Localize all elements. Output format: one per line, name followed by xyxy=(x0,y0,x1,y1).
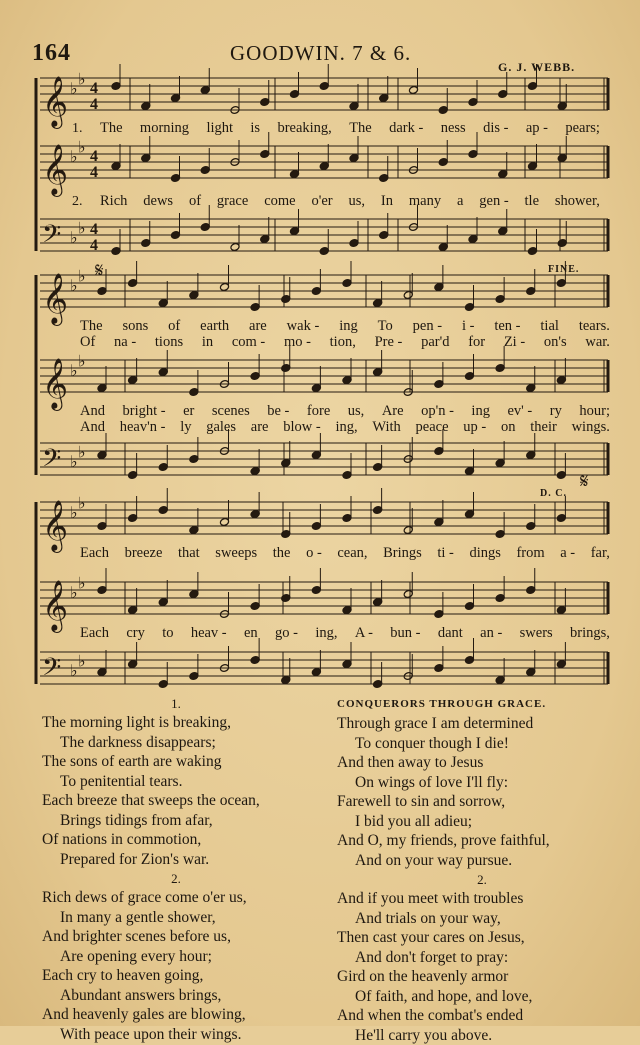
lyric-syllable: dews xyxy=(143,193,173,210)
lyric-syllable: grace xyxy=(217,193,248,210)
time-signature: 4 xyxy=(90,148,98,165)
composer-credit: G. J. WEBB. xyxy=(498,60,575,75)
lyric-syllable: op'n - xyxy=(421,403,454,420)
lyric-syllable: ry xyxy=(550,403,562,420)
verse-1 xyxy=(337,714,627,870)
lyric-syllable: cean, xyxy=(337,545,367,562)
fine-marking: FINE. xyxy=(548,264,579,275)
lyric-syllable: A - xyxy=(355,625,373,642)
lyric-syllable: an - xyxy=(480,625,502,642)
verse-line: To penitential tears. xyxy=(42,772,310,792)
lyric-syllable: blow - xyxy=(283,419,320,436)
verse-line: And when the combat's ended xyxy=(337,1006,627,1026)
lyric-syllable: gales xyxy=(206,419,236,436)
lyric-syllable: morning xyxy=(140,120,189,137)
verse-line: Through grace I am determined xyxy=(337,714,627,734)
verse-1 xyxy=(42,713,310,869)
lyric-syllable: of xyxy=(189,193,201,210)
lyric-syllable: ti - xyxy=(437,545,454,562)
flat-sign: ♭ xyxy=(70,452,78,471)
lyric-syllable: peace xyxy=(416,419,449,436)
lyric-syllable: And xyxy=(80,419,105,436)
lyric-line xyxy=(80,545,610,562)
lyric-syllable: dark - xyxy=(389,120,423,137)
flat-sign: ♭ xyxy=(70,361,78,380)
verses-conquerors xyxy=(337,694,627,1045)
lyric-syllable: scenes xyxy=(212,403,250,420)
lyric-syllable: a - xyxy=(560,545,575,562)
verse-line: The morning light is breaking, xyxy=(42,713,310,733)
bass-clef: 𝄢 xyxy=(42,653,61,688)
verse-line: To conquer though I die! xyxy=(337,734,627,754)
lyric-syllable: ing xyxy=(339,318,358,335)
lyric-syllable: breeze xyxy=(125,545,163,562)
lyric-syllable: dant xyxy=(438,625,463,642)
lyric-syllable: ap - xyxy=(526,120,548,137)
flat-sign: ♭ xyxy=(78,442,86,461)
lyric-line xyxy=(100,120,600,137)
lyric-syllable: Pre - xyxy=(375,334,403,351)
verse-1-number: 1. xyxy=(42,694,310,713)
lyric-syllable: ev' - xyxy=(507,403,532,420)
lyric-syllable: light xyxy=(206,120,233,137)
flat-sign: ♭ xyxy=(78,573,86,592)
lyric-syllable: swers xyxy=(520,625,553,642)
lyric-syllable: are xyxy=(251,419,269,436)
lyric-syllable: to xyxy=(162,625,173,642)
lyric-syllable: The xyxy=(349,120,372,137)
lyric-syllable: dings xyxy=(469,545,500,562)
verse-line: I bid you all adieu; xyxy=(337,812,627,832)
verse-line: The sons of earth are waking xyxy=(42,752,310,772)
lyric-syllable: tion, xyxy=(330,334,356,351)
lyric-syllable: o - xyxy=(306,545,322,562)
segno-sign: 𝄋 xyxy=(580,469,589,493)
verse-number: 2. xyxy=(72,194,83,210)
verse-line: Each cry to heaven going, xyxy=(42,966,310,986)
lyric-line xyxy=(80,625,610,642)
lyric-syllable: earth xyxy=(200,318,229,335)
segno-sign: 𝄋 xyxy=(95,258,104,282)
lyric-syllable: Zi - xyxy=(504,334,525,351)
verse-line: With peace upon their wings. xyxy=(42,1025,310,1045)
lyric-syllable: gen - xyxy=(479,193,508,210)
flat-sign: ♭ xyxy=(70,228,78,247)
lyric-line xyxy=(80,419,610,436)
lyric-syllable: The xyxy=(80,318,103,335)
lyric-syllable: many xyxy=(409,193,441,210)
time-signature: 4 xyxy=(90,96,98,113)
verse-line: Of nations in commotion, xyxy=(42,830,310,850)
flat-sign: ♭ xyxy=(78,266,86,285)
lyric-syllable: And xyxy=(80,403,105,420)
time-signature: 4 xyxy=(90,237,98,254)
flat-sign: ♭ xyxy=(78,651,86,670)
lyric-syllable: Each xyxy=(80,545,109,562)
verse-line: Farewell to sin and sorrow, xyxy=(337,792,627,812)
lyric-syllable: er xyxy=(183,403,194,420)
lyric-syllable: com - xyxy=(232,334,265,351)
verse-line: And then away to Jesus xyxy=(337,753,627,773)
flat-sign: ♭ xyxy=(70,661,78,680)
lyric-syllable: pen - xyxy=(413,318,442,335)
verse-line: And on your way pursue. xyxy=(337,851,627,871)
lyric-syllable: Brings xyxy=(383,545,422,562)
verse-line: Then cast your cares on Jesus, xyxy=(337,928,627,948)
flat-sign: ♭ xyxy=(70,583,78,602)
lyric-syllable: wak - xyxy=(287,318,320,335)
treble-clef: 𝄞 xyxy=(42,76,68,129)
lyric-syllable: of xyxy=(168,318,180,335)
bass-clef: 𝄢 xyxy=(42,220,61,255)
verse-2-number: 2. xyxy=(337,870,627,889)
lyric-syllable: na - xyxy=(114,334,136,351)
lyric-syllable: war. xyxy=(585,334,610,351)
verse-line: Rich dews of grace come o'er us, xyxy=(42,888,310,908)
verse-line: Brings tidings from afar, xyxy=(42,811,310,831)
lyric-syllable: fore xyxy=(307,403,330,420)
lyric-syllable: from xyxy=(516,545,544,562)
flat-sign: ♭ xyxy=(78,351,86,370)
lyric-syllable: come xyxy=(264,193,295,210)
verse-line: And O, my friends, prove faithful, xyxy=(337,831,627,851)
lyric-syllable: mo - xyxy=(284,334,311,351)
lyric-syllable: tle xyxy=(525,193,540,210)
verse-2-number: 2. xyxy=(42,869,310,888)
lyric-syllable: i - xyxy=(462,318,474,335)
lyric-syllable: hour; xyxy=(579,403,610,420)
lyric-syllable: ing, xyxy=(315,625,337,642)
lyric-syllable: far, xyxy=(591,545,610,562)
lyric-syllable: sons xyxy=(122,318,148,335)
verse-line: And heavenly gales are blowing, xyxy=(42,1005,310,1025)
verse-2 xyxy=(42,888,310,1044)
lyric-syllable: ness xyxy=(441,120,466,137)
verse-line: Of faith, and hope, and love, xyxy=(337,987,627,1007)
flat-sign: ♭ xyxy=(78,218,86,237)
lyric-syllable: Each xyxy=(80,625,109,642)
treble-clef: 𝄞 xyxy=(42,273,68,326)
verse-line: And trials on your way, xyxy=(337,909,627,929)
lyric-syllable: cry xyxy=(126,625,145,642)
lyric-line xyxy=(80,334,610,351)
verse-line: And brighter scenes before us, xyxy=(42,927,310,947)
verse-line: In many a gentle shower, xyxy=(42,908,310,928)
lyric-syllable: The xyxy=(100,120,123,137)
lyric-syllable: is xyxy=(250,120,260,137)
lyric-syllable: for xyxy=(468,334,485,351)
treble-clef: 𝄞 xyxy=(42,580,68,633)
lyric-syllable: their xyxy=(530,419,557,436)
time-signature: 4 xyxy=(90,221,98,238)
lyric-syllable: sweeps xyxy=(215,545,257,562)
lyric-syllable: heav - xyxy=(191,625,227,642)
time-signature: 4 xyxy=(90,164,98,181)
lyric-syllable: With xyxy=(372,419,400,436)
lyric-syllable: o'er xyxy=(311,193,332,210)
lyric-syllable: In xyxy=(381,193,393,210)
flat-sign: ♭ xyxy=(70,503,78,522)
lyric-syllable: Of xyxy=(80,334,95,351)
lyric-syllable: the xyxy=(273,545,291,562)
verse-line: And if you meet with troubles xyxy=(337,889,627,909)
treble-clef: 𝄞 xyxy=(42,500,68,553)
lyric-syllable: dis - xyxy=(483,120,508,137)
lyric-syllable: bun - xyxy=(390,625,420,642)
flat-sign: ♭ xyxy=(70,276,78,295)
lyric-line xyxy=(100,193,600,210)
lyric-syllable: on's xyxy=(544,334,567,351)
lyric-syllable: breaking, xyxy=(277,120,331,137)
dc-marking: D. C. xyxy=(540,488,567,499)
lyric-syllable: pears; xyxy=(565,120,600,137)
lyric-syllable: shower, xyxy=(555,193,600,210)
lyric-syllable: up - xyxy=(463,419,486,436)
lyric-syllable: Rich xyxy=(100,193,127,210)
verse-line: Abundant answers brings, xyxy=(42,986,310,1006)
lyric-syllable: wings. xyxy=(572,419,610,436)
verse-line: He'll carry you above. xyxy=(337,1026,627,1045)
lyric-syllable: on xyxy=(501,419,516,436)
lyric-syllable: ly xyxy=(180,419,191,436)
lyric-syllable: that xyxy=(178,545,200,562)
lyric-syllable: ing xyxy=(471,403,490,420)
treble-clef: 𝄞 xyxy=(42,144,68,197)
verse-line: Each breeze that sweeps the ocean, xyxy=(42,791,310,811)
flat-sign: ♭ xyxy=(78,493,86,512)
bass-clef: 𝄢 xyxy=(42,444,61,479)
hymn-title: GOODWIN. 7 & 6. xyxy=(230,41,411,66)
lyric-syllable: tears. xyxy=(579,318,610,335)
verse-2 xyxy=(337,889,627,1045)
verses-goodwin xyxy=(42,694,310,1044)
flat-sign: ♭ xyxy=(78,137,86,156)
verse-line: And don't forget to pray: xyxy=(337,948,627,968)
time-signature: 4 xyxy=(90,80,98,97)
verse-line: Gird on the heavenly armor xyxy=(337,967,627,987)
lyric-syllable: brings, xyxy=(570,625,610,642)
lyric-line xyxy=(80,318,610,335)
flat-sign: ♭ xyxy=(70,147,78,166)
lyric-syllable: Are xyxy=(382,403,404,420)
verse-line: On wings of love I'll fly: xyxy=(337,773,627,793)
lyric-syllable: in xyxy=(202,334,213,351)
flat-sign: ♭ xyxy=(78,69,86,88)
lyric-syllable: To xyxy=(378,318,393,335)
lyric-syllable: tions xyxy=(155,334,183,351)
treble-clef: 𝄞 xyxy=(42,358,68,411)
lyric-syllable: en xyxy=(244,625,258,642)
lyric-syllable: go - xyxy=(275,625,298,642)
lyric-syllable: bright - xyxy=(123,403,166,420)
lyric-syllable: par'd xyxy=(421,334,449,351)
lyric-syllable: ten - xyxy=(494,318,520,335)
lyric-syllable: a xyxy=(457,193,463,210)
verse-line: The darkness disappears; xyxy=(42,733,310,753)
lyric-syllable: heav'n - xyxy=(120,419,166,436)
page-number: 164 xyxy=(32,40,71,67)
lyric-syllable: tial xyxy=(540,318,559,335)
section-heading: CONQUERORS THROUGH GRACE. xyxy=(337,694,627,714)
lyric-syllable: us, xyxy=(348,193,365,210)
lyric-syllable: are xyxy=(249,318,267,335)
verse-line: Are opening every hour; xyxy=(42,947,310,967)
lyric-syllable: us, xyxy=(348,403,365,420)
verse-line: Prepared for Zion's war. xyxy=(42,850,310,870)
lyric-syllable: ing, xyxy=(335,419,357,436)
lyric-line xyxy=(80,403,610,420)
lyric-syllable: be - xyxy=(267,403,289,420)
verse-number: 1. xyxy=(72,121,83,137)
flat-sign: ♭ xyxy=(70,79,78,98)
